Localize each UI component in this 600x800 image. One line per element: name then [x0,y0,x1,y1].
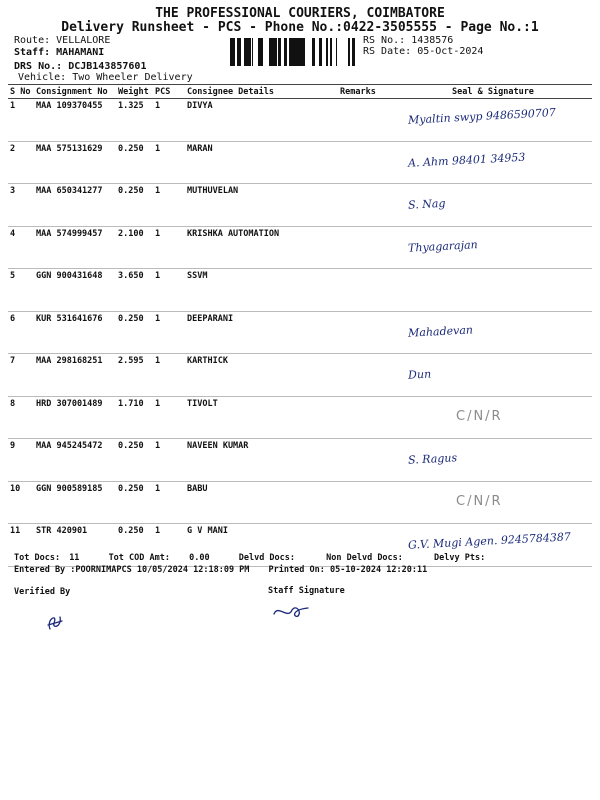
row-consignee: MUTHUVELAN [185,184,338,227]
handwritten-signature: Thyagarajan [407,237,479,255]
rs-no-value: 1438576 [411,35,454,46]
row-remarks [338,99,394,142]
staff-signature-mark [268,596,318,622]
row-pcs: 1 [153,99,185,142]
drs-line [14,61,146,72]
row-consignment-no: STR 420901 [34,524,116,567]
tot-docs-value: 11 [69,553,80,563]
tot-docs-label: Tot Docs: [14,553,61,563]
row-weight: 0.250 [116,481,153,524]
row-weight: 3.650 [116,269,153,312]
row-consignment-no: MAA 575131629 [34,141,116,184]
row-consignment-no: MAA 574999457 [34,226,116,269]
entered-by-label: Entered By : [14,565,76,575]
staff-value: MAHAMANI [56,47,105,58]
col-weight-header: Weight [116,85,153,99]
cnr-text: C/N/R [456,408,503,424]
table-row [8,354,592,397]
row-signature [394,439,592,482]
rs-no-label: RS No.: [363,35,406,46]
row-pcs: 1 [153,311,185,354]
row-remarks [338,226,394,269]
staff-label: Staff: [14,47,51,58]
printed-on-value: 05-10-2024 12:20:11 [329,565,428,575]
row-weight: 0.250 [116,141,153,184]
row-consignee: G V MANI [185,524,338,567]
col-signature-header: Seal & Signature [394,85,592,99]
table-row [8,141,592,184]
row-remarks [338,354,394,397]
barcode-image [230,38,355,66]
row-remarks [338,311,394,354]
row-signature [394,184,592,227]
rs-date-value: 05-Oct-2024 [417,46,484,57]
row-weight: 2.100 [116,226,153,269]
handwritten-signature: S. Nag [407,196,446,212]
route-value: VELLALORE [56,35,111,46]
handwritten-signature: Myaltin swyp 9486590707 [407,106,557,127]
row-consignment-no: MAA 650341277 [34,184,116,227]
table-row [8,439,592,482]
consignment-table [8,84,592,567]
col-remarks-header: Remarks [338,85,394,99]
rs-date-line [363,46,483,57]
row-pcs: 1 [153,184,185,227]
row-consignment-no: MAA 945245472 [34,439,116,482]
row-remark-cnr [394,481,592,524]
delvy-pts-label: Delvy Pts: [434,553,486,563]
totals-line [14,553,485,563]
row-remarks [338,396,394,439]
row-consignee: DIVYA [185,99,338,142]
tot-cod-label: Tot COD Amt: [108,553,170,563]
row-pcs: 1 [153,396,185,439]
row-consignee: TIVOLT [185,396,338,439]
row-sno: 6 [8,311,34,354]
row-remark-cnr [394,396,592,439]
handwritten-signature: A. Ahm 98401 34953 [407,150,526,170]
row-sno: 9 [8,439,34,482]
row-consignee: KARTHICK [185,354,338,397]
rs-date-label: RS Date: [363,46,412,57]
row-sno: 8 [8,396,34,439]
runsheet-title: Delivery Runsheet - PCS - Phone No.:0422-3505555 - Page No.:1 [61,20,539,35]
row-sno: 10 [8,481,34,524]
col-consignment-header: Consignment No [34,85,116,99]
drs-label: DRS No.: [14,61,63,72]
row-consignment-no: MAA 109370455 [34,99,116,142]
row-weight: 0.250 [116,311,153,354]
rs-no-line [363,35,453,46]
row-pcs: 1 [153,226,185,269]
row-signature [394,141,592,184]
row-consignment-no: MAA 298168251 [34,354,116,397]
table-header-row [8,85,592,99]
row-remarks [338,269,394,312]
table-row [8,184,592,227]
handwritten-signature: S. Ragus [407,451,458,467]
row-sno: 2 [8,141,34,184]
row-remarks [338,439,394,482]
entered-line [14,565,427,575]
row-pcs: 1 [153,481,185,524]
entered-by-value: POORNIMAPCS 10/05/2024 12:18:09 PM [75,565,250,575]
drs-value: DCJB143857601 [68,61,147,72]
row-remarks [338,141,394,184]
row-consignment-no: KUR 531641676 [34,311,116,354]
row-weight: 2.595 [116,354,153,397]
row-weight: 1.325 [116,99,153,142]
verified-by-label: Verified By [14,587,71,597]
cnr-text: C/N/R [456,493,503,509]
row-signature [394,99,592,142]
row-pcs: 1 [153,439,185,482]
row-weight: 0.250 [116,439,153,482]
tot-cod-value: 0.00 [189,553,210,563]
vehicle-line [18,72,193,83]
company-title: THE PROFESSIONAL COURIERS, COIMBATORE [155,6,445,21]
row-consignee: SSVM [185,269,338,312]
handwritten-signature: Mahadevan [407,322,474,340]
row-weight: 0.250 [116,524,153,567]
table-row [8,311,592,354]
table-row [8,396,592,439]
row-pcs: 1 [153,269,185,312]
verified-signature [40,605,70,635]
row-consignment-no: GGN 900589185 [34,481,116,524]
col-sno-header: S No [8,85,34,99]
handwritten-signature: Dun [407,367,432,382]
table-row [8,226,592,269]
route-line [14,35,110,46]
row-signature [394,269,592,312]
vehicle-value: Two Wheeler Delivery [72,72,193,83]
row-sno: 1 [8,99,34,142]
printed-on-label: Printed On: [268,565,325,575]
row-weight: 1.710 [116,396,153,439]
non-delvd-docs-label: Non Delvd Docs: [326,553,403,563]
row-sno: 4 [8,226,34,269]
row-consignee: NAVEEN KUMAR [185,439,338,482]
row-consignee: BABU [185,481,338,524]
table-row [8,481,592,524]
row-remarks [338,184,394,227]
row-consignee: MARAN [185,141,338,184]
row-weight: 0.250 [116,184,153,227]
vehicle-label: Vehicle: [18,72,67,83]
row-signature [394,354,592,397]
row-signature [394,311,592,354]
row-sno: 5 [8,269,34,312]
col-pcs-header: PCS [153,85,185,99]
row-remarks [338,481,394,524]
row-consignee: DEEPARANI [185,311,338,354]
row-consignee: KRISHKA AUTOMATION [185,226,338,269]
row-signature [394,226,592,269]
row-sno: 11 [8,524,34,567]
row-sno: 7 [8,354,34,397]
table-row [8,269,592,312]
table-row [8,99,592,142]
delvd-docs-label: Delvd Docs: [238,553,296,563]
row-sno: 3 [8,184,34,227]
row-pcs: 1 [153,524,185,567]
col-consignee-header: Consignee Details [185,85,338,99]
row-pcs: 1 [153,141,185,184]
handwritten-signature: G.V. Mugi Agen. 9245784387 [407,530,572,552]
staff-signature-label: Staff Signature [268,586,345,596]
staff-line [14,47,104,58]
row-consignment-no: GGN 900431648 [34,269,116,312]
route-label: Route: [14,35,51,46]
row-pcs: 1 [153,354,185,397]
row-consignment-no: HRD 307001489 [34,396,116,439]
